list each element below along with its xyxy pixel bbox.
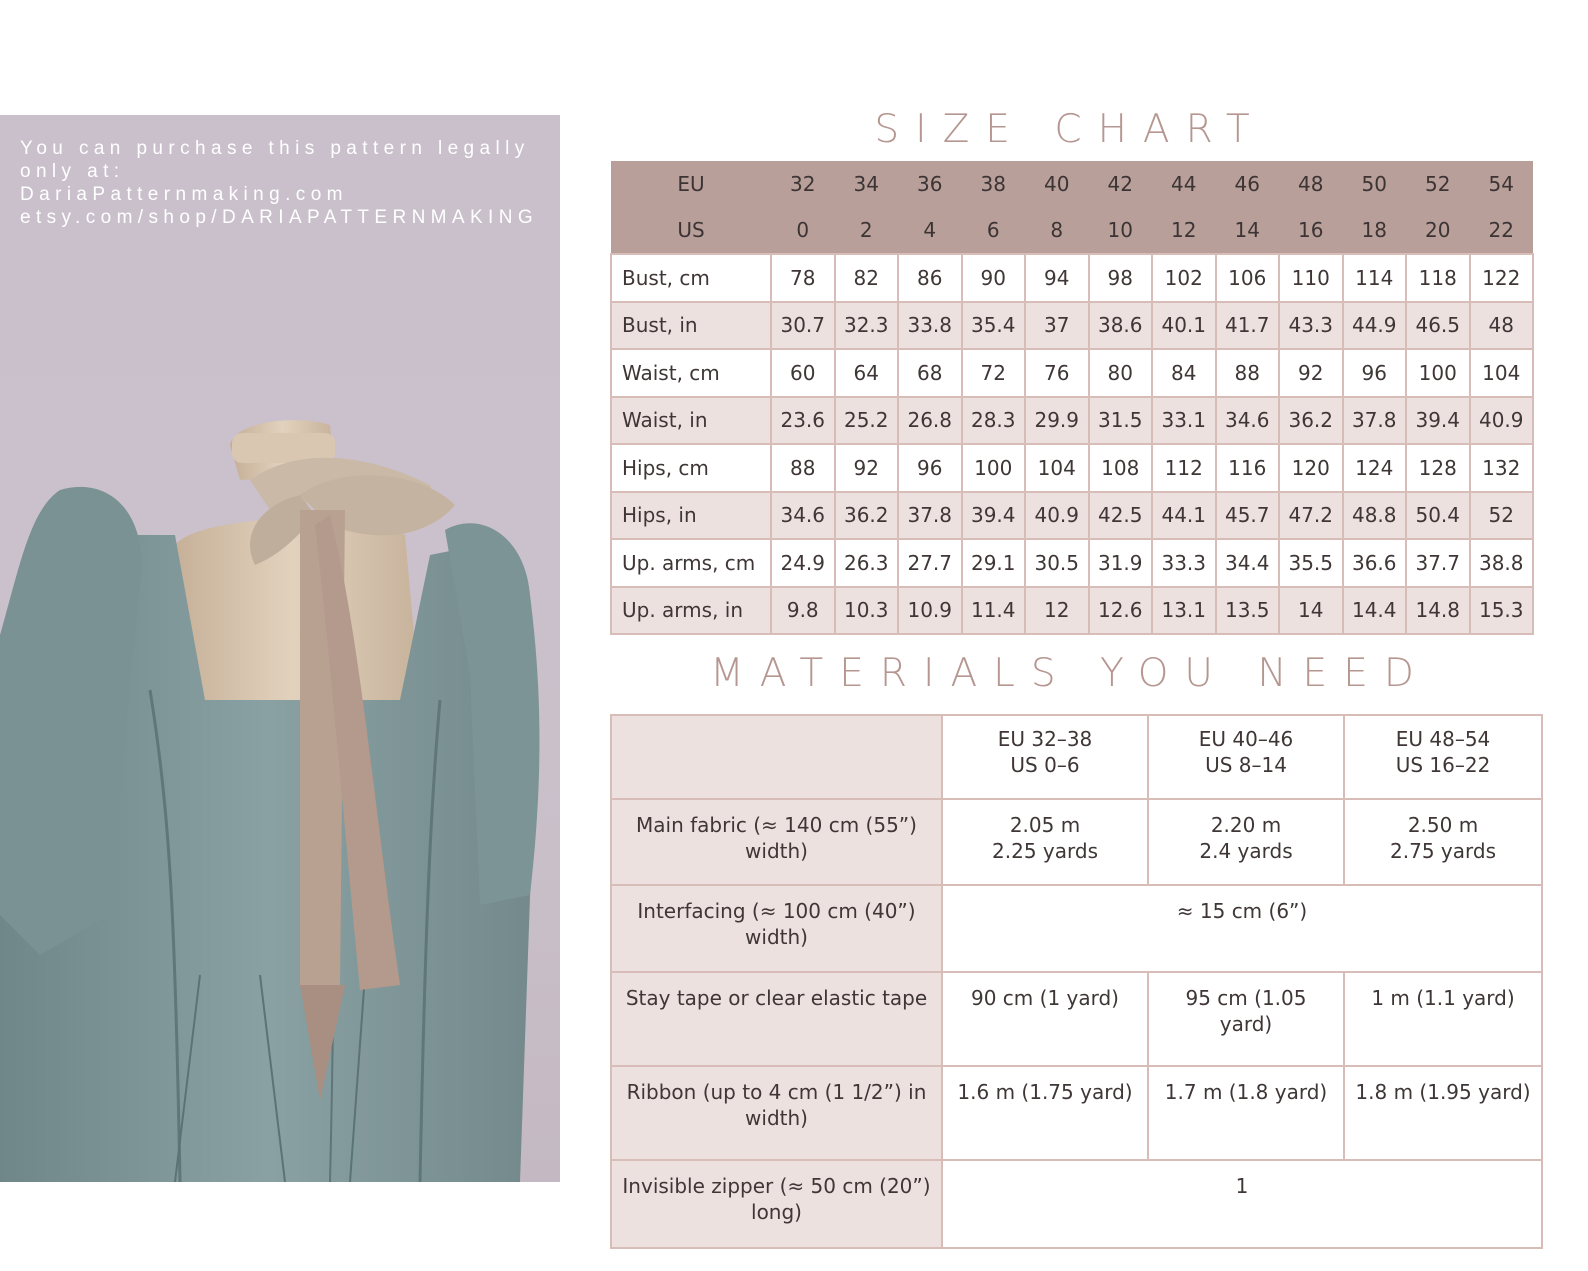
measurement-value: 72 xyxy=(962,349,1026,397)
measurement-value: 10.3 xyxy=(835,587,899,635)
measurement-value: 14 xyxy=(1279,587,1343,635)
measurement-value: 29.9 xyxy=(1025,397,1089,445)
measurement-label: Up. arms, in xyxy=(611,587,771,635)
size-header-cell: 4 xyxy=(898,207,962,254)
measurement-value: 44.9 xyxy=(1343,302,1407,350)
measurement-value: 43.3 xyxy=(1279,302,1343,350)
size-range-header xyxy=(1344,715,1542,799)
measurement-value: 13.1 xyxy=(1152,587,1216,635)
measurement-label: Bust, cm xyxy=(611,254,771,302)
size-header-cell: 40 xyxy=(1025,161,1089,207)
measurement-value: 116 xyxy=(1216,444,1280,492)
measurement-value: 23.6 xyxy=(771,397,835,445)
measurement-value: 13.5 xyxy=(1216,587,1280,635)
measurement-value: 100 xyxy=(962,444,1026,492)
materials-title: MATERIALS YOU NEED xyxy=(710,651,1430,696)
measurement-value: 88 xyxy=(771,444,835,492)
measurement-label: Waist, cm xyxy=(611,349,771,397)
size-measurement-row xyxy=(611,539,1533,587)
measurement-value: 40.9 xyxy=(1470,397,1534,445)
size-header-cell: 36 xyxy=(898,161,962,207)
measurement-value: 104 xyxy=(1470,349,1534,397)
size-chart-table xyxy=(610,161,1534,635)
measurement-value: 102 xyxy=(1152,254,1216,302)
measurement-value: 88 xyxy=(1216,349,1280,397)
measurement-value: 46.5 xyxy=(1406,302,1470,350)
measurement-value: 30.5 xyxy=(1025,539,1089,587)
material-label: Invisible zipper (≈ 50 cm (20”) long) xyxy=(611,1160,942,1248)
measurement-value: 45.7 xyxy=(1216,492,1280,540)
material-label: Interfacing (≈ 100 cm (40”) width) xyxy=(611,885,942,972)
measurement-value: 114 xyxy=(1343,254,1407,302)
size-header-cell: 54 xyxy=(1470,161,1534,207)
measurement-value: 68 xyxy=(898,349,962,397)
measurement-value: 26.8 xyxy=(898,397,962,445)
size-header-cell: 6 xyxy=(962,207,1026,254)
measurement-value: 48 xyxy=(1470,302,1534,350)
measurement-value: 12 xyxy=(1025,587,1089,635)
purchase-notice-line: only at: xyxy=(20,161,125,182)
material-amount: 95 cm (1.05 yard) xyxy=(1148,972,1344,1066)
measurement-value: 12.6 xyxy=(1089,587,1153,635)
material-amount: 1.7 m (1.8 yard) xyxy=(1148,1066,1344,1160)
size-header-cell: 52 xyxy=(1406,161,1470,207)
size-header-cell: 38 xyxy=(962,161,1026,207)
etsy-shop-link: etsy.com/shop/DARIAPATTERNMAKING xyxy=(20,207,539,228)
measurement-label: Bust, in xyxy=(611,302,771,350)
measurement-value: 34.4 xyxy=(1216,539,1280,587)
size-header-row xyxy=(611,161,1533,207)
material-amount: 2.50 m 2.75 yards xyxy=(1344,799,1542,885)
measurement-value: 120 xyxy=(1279,444,1343,492)
measurement-label: Up. arms, cm xyxy=(611,539,771,587)
measurement-value: 47.2 xyxy=(1279,492,1343,540)
size-range-header xyxy=(1148,715,1344,799)
measurement-value: 90 xyxy=(962,254,1026,302)
measurement-value: 28.3 xyxy=(962,397,1026,445)
measurement-value: 36.2 xyxy=(1279,397,1343,445)
size-header-cell: 34 xyxy=(835,161,899,207)
measurement-value: 9.8 xyxy=(771,587,835,635)
measurement-value: 104 xyxy=(1025,444,1089,492)
measurement-value: 96 xyxy=(1343,349,1407,397)
size-system-label: EU xyxy=(611,161,771,207)
measurement-value: 24.9 xyxy=(771,539,835,587)
size-measurement-row xyxy=(611,302,1533,350)
measurement-value: 33.1 xyxy=(1152,397,1216,445)
measurement-value: 37.8 xyxy=(898,492,962,540)
measurement-value: 35.5 xyxy=(1279,539,1343,587)
measurement-value: 38.8 xyxy=(1470,539,1534,587)
measurement-value: 110 xyxy=(1279,254,1343,302)
measurement-value: 94 xyxy=(1025,254,1089,302)
measurement-value: 38.6 xyxy=(1089,302,1153,350)
size-header-cell: 8 xyxy=(1025,207,1089,254)
size-header-row xyxy=(611,207,1533,254)
measurement-value: 36.6 xyxy=(1343,539,1407,587)
measurement-value: 80 xyxy=(1089,349,1153,397)
material-amount: ≈ 15 cm (6”) xyxy=(942,885,1542,972)
measurement-value: 41.7 xyxy=(1216,302,1280,350)
size-header-cell: 32 xyxy=(771,161,835,207)
measurement-value: 40.1 xyxy=(1152,302,1216,350)
size-header-cell: 12 xyxy=(1152,207,1216,254)
measurement-value: 14.4 xyxy=(1343,587,1407,635)
size-range-eu: EU 32–38 xyxy=(997,727,1093,751)
measurement-value: 118 xyxy=(1406,254,1470,302)
measurement-value: 124 xyxy=(1343,444,1407,492)
size-header-cell: 2 xyxy=(835,207,899,254)
measurement-value: 92 xyxy=(835,444,899,492)
size-range-us: US 16–22 xyxy=(1395,753,1491,777)
material-label: Stay tape or clear elastic tape xyxy=(611,972,942,1066)
measurement-label: Hips, cm xyxy=(611,444,771,492)
size-header-cell: 42 xyxy=(1089,161,1153,207)
size-range-header xyxy=(942,715,1148,799)
size-measurement-row xyxy=(611,587,1533,635)
size-chart-title: SIZE CHART xyxy=(874,107,1266,152)
measurement-value: 37.8 xyxy=(1343,397,1407,445)
measurement-value: 98 xyxy=(1089,254,1153,302)
purchase-notice xyxy=(20,137,550,229)
measurement-value: 39.4 xyxy=(962,492,1026,540)
dress-on-mannequin-image xyxy=(0,115,560,1182)
materials-corner-cell xyxy=(611,715,942,799)
measurement-value: 33.3 xyxy=(1152,539,1216,587)
material-row xyxy=(611,885,1542,972)
size-range-us: US 8–14 xyxy=(1205,753,1287,777)
size-header-cell: 50 xyxy=(1343,161,1407,207)
measurement-value: 76 xyxy=(1025,349,1089,397)
measurement-label: Waist, in xyxy=(611,397,771,445)
measurement-value: 44.1 xyxy=(1152,492,1216,540)
measurement-value: 14.8 xyxy=(1406,587,1470,635)
size-header-cell: 46 xyxy=(1216,161,1280,207)
measurement-value: 50.4 xyxy=(1406,492,1470,540)
measurement-value: 84 xyxy=(1152,349,1216,397)
material-amount: 2.05 m 2.25 yards xyxy=(942,799,1148,885)
materials-header-row xyxy=(611,715,1542,799)
measurement-value: 128 xyxy=(1406,444,1470,492)
measurement-value: 106 xyxy=(1216,254,1280,302)
measurement-value: 29.1 xyxy=(962,539,1026,587)
measurement-value: 11.4 xyxy=(962,587,1026,635)
measurement-value: 42.5 xyxy=(1089,492,1153,540)
materials-table xyxy=(610,714,1543,1249)
measurement-value: 35.4 xyxy=(962,302,1026,350)
measurement-value: 52 xyxy=(1470,492,1534,540)
size-system-label: US xyxy=(611,207,771,254)
measurement-value: 37 xyxy=(1025,302,1089,350)
size-measurement-row xyxy=(611,254,1533,302)
measurement-value: 48.8 xyxy=(1343,492,1407,540)
measurement-value: 122 xyxy=(1470,254,1534,302)
size-measurement-row xyxy=(611,397,1533,445)
size-range-eu: EU 48–54 xyxy=(1395,727,1491,751)
measurement-value: 96 xyxy=(898,444,962,492)
material-amount: 2.20 m 2.4 yards xyxy=(1148,799,1344,885)
material-amount: 1.8 m (1.95 yard) xyxy=(1344,1066,1542,1160)
size-header-cell: 44 xyxy=(1152,161,1216,207)
size-measurement-row xyxy=(611,444,1533,492)
measurement-value: 25.2 xyxy=(835,397,899,445)
material-row xyxy=(611,1066,1542,1160)
measurement-value: 39.4 xyxy=(1406,397,1470,445)
material-row xyxy=(611,799,1542,885)
measurement-value: 40.9 xyxy=(1025,492,1089,540)
measurement-value: 34.6 xyxy=(771,492,835,540)
size-header-cell: 10 xyxy=(1089,207,1153,254)
material-amount: 90 cm (1 yard) xyxy=(942,972,1148,1066)
size-header-cell: 14 xyxy=(1216,207,1280,254)
material-row xyxy=(611,1160,1542,1248)
size-header-cell: 18 xyxy=(1343,207,1407,254)
measurement-value: 92 xyxy=(1279,349,1343,397)
measurement-value: 30.7 xyxy=(771,302,835,350)
material-label: Ribbon (up to 4 cm (1 1/2”) in width) xyxy=(611,1066,942,1160)
size-measurement-row xyxy=(611,492,1533,540)
material-amount: 1 m (1.1 yard) xyxy=(1344,972,1542,1066)
material-label: Main fabric (≈ 140 cm (55”) width) xyxy=(611,799,942,885)
measurement-value: 108 xyxy=(1089,444,1153,492)
material-amount: 1.6 m (1.75 yard) xyxy=(942,1066,1148,1160)
measurement-value: 132 xyxy=(1470,444,1534,492)
size-measurement-row xyxy=(611,349,1533,397)
material-amount: 1 xyxy=(942,1160,1542,1248)
measurement-value: 78 xyxy=(771,254,835,302)
measurement-value: 26.3 xyxy=(835,539,899,587)
product-photo xyxy=(0,115,560,1182)
measurement-label: Hips, in xyxy=(611,492,771,540)
measurement-value: 32.3 xyxy=(835,302,899,350)
measurement-value: 27.7 xyxy=(898,539,962,587)
size-range-eu: EU 40–46 xyxy=(1198,727,1294,751)
measurement-value: 34.6 xyxy=(1216,397,1280,445)
measurement-value: 60 xyxy=(771,349,835,397)
website-link: DariaPatternmaking.com xyxy=(20,184,348,205)
measurement-value: 31.9 xyxy=(1089,539,1153,587)
measurement-value: 31.5 xyxy=(1089,397,1153,445)
measurement-value: 15.3 xyxy=(1470,587,1534,635)
measurement-value: 37.7 xyxy=(1406,539,1470,587)
size-range-us: US 0–6 xyxy=(1010,753,1080,777)
size-header-cell: 16 xyxy=(1279,207,1343,254)
purchase-notice-line: You can purchase this pattern legally xyxy=(20,138,530,159)
measurement-value: 112 xyxy=(1152,444,1216,492)
measurement-value: 33.8 xyxy=(898,302,962,350)
size-header-cell: 22 xyxy=(1470,207,1534,254)
measurement-value: 82 xyxy=(835,254,899,302)
material-row xyxy=(611,972,1542,1066)
size-header-cell: 0 xyxy=(771,207,835,254)
size-header-cell: 48 xyxy=(1279,161,1343,207)
measurement-value: 100 xyxy=(1406,349,1470,397)
measurement-value: 36.2 xyxy=(835,492,899,540)
measurement-value: 10.9 xyxy=(898,587,962,635)
size-header-cell: 20 xyxy=(1406,207,1470,254)
measurement-value: 64 xyxy=(835,349,899,397)
measurement-value: 86 xyxy=(898,254,962,302)
